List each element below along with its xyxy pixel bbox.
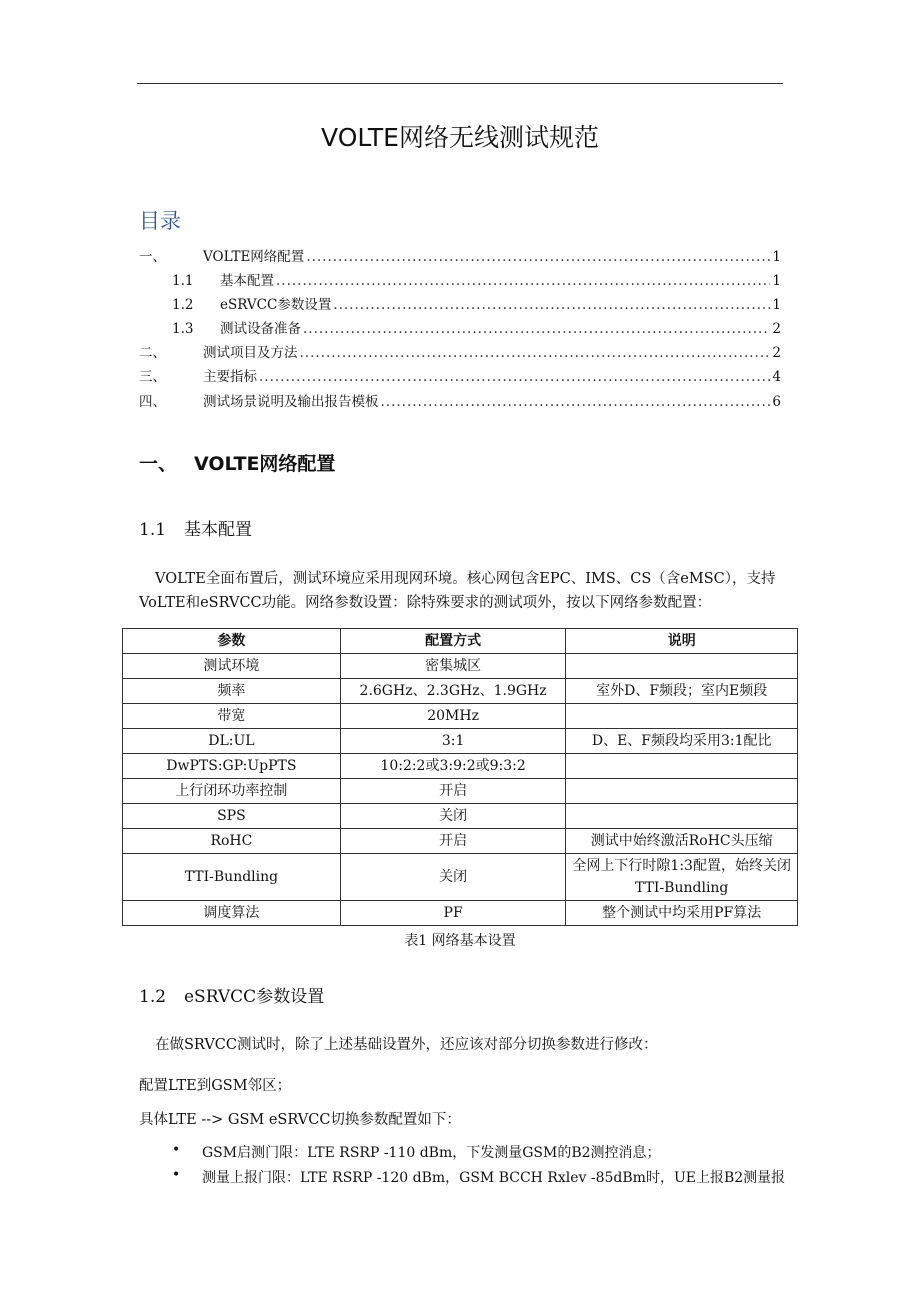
section-heading	[139, 449, 335, 476]
table-cell: 密集城区	[340, 654, 566, 679]
subsection-number: 1.1	[139, 520, 167, 540]
table-cell: PF	[340, 901, 566, 926]
table-row	[123, 729, 798, 754]
table-header-cell: 参数	[123, 629, 341, 654]
header-rule	[137, 83, 783, 84]
table-row	[123, 854, 798, 901]
table-cell: 开启	[340, 779, 566, 804]
toc-entry[interactable]	[139, 366, 781, 386]
toc-entry-page: 1	[772, 297, 781, 313]
table-cell: 频率	[123, 679, 341, 704]
document-title: VOLTE网络无线测试规范	[321, 123, 599, 152]
body-paragraph: VOLTE全面布置后，测试环境应采用现网环境。核心网包含EPC、IMS、CS（含eMSC），支持VoLTE和eSRVCC功能。网络参数设置：除特殊要求的测试项外，按以下网络参数配置：	[139, 571, 776, 611]
list-item-text: 测量上报门限：LTE RSRP -120 dBm，GSM BCCH Rxlev -85dBm时，UE上报B2测量报	[202, 1170, 786, 1186]
table-cell: 2.6GHz、2.3GHz、1.9GHz	[340, 679, 566, 704]
subsection-heading	[139, 982, 324, 1007]
list-item-text: GSM启测门限：LTE RSRP -110 dBm，下发测量GSM的B2测控消息；	[202, 1145, 661, 1161]
table-cell: 开启	[340, 829, 566, 854]
table-header-cell: 说明	[566, 629, 798, 654]
table-cell: 调度算法	[123, 901, 341, 926]
toc-entry[interactable]	[139, 391, 781, 411]
toc-leader-dots	[276, 272, 770, 290]
table-cell	[566, 654, 798, 679]
table-cell	[566, 779, 798, 804]
toc-entry-text: eSRVCC参数设置	[220, 297, 332, 313]
section-number: 一、	[139, 453, 178, 475]
table-cell: SPS	[123, 804, 341, 829]
bullet-icon: •	[172, 1142, 181, 1158]
list-item	[172, 1142, 661, 1162]
toc-entry-page: 2	[772, 345, 781, 361]
table-cell: 测试环境	[123, 654, 341, 679]
table-cell: 上行闭环功率控制	[123, 779, 341, 804]
subsection-title: eSRVCC参数设置	[184, 987, 325, 1007]
table-cell: 整个测试中均采用PF算法	[566, 901, 798, 926]
table-cell: D、E、F频段均采用3:1配比	[566, 729, 798, 754]
table-cell: 室外D、F频段；室内E频段	[566, 679, 798, 704]
table-cell: 全网上下行时隙1:3配置，始终关闭TTI-Bundling	[566, 854, 798, 901]
toc-entry-text: 测试项目及方法	[203, 345, 298, 361]
table-caption: 表1 网络基本设置	[404, 933, 516, 949]
table-cell	[566, 804, 798, 829]
body-paragraph: 在做SRVCC测试时，除了上述基础设置外，还应该对部分切换参数进行修改：	[155, 1037, 658, 1053]
table-cell: DL:UL	[123, 729, 341, 754]
table-cell: 20MHz	[340, 704, 566, 729]
toc-entry-text: 测试设备准备	[220, 321, 301, 337]
bullet-icon: •	[172, 1167, 181, 1183]
table-cell: TTI-Bundling	[123, 854, 341, 901]
table-row	[123, 901, 798, 926]
toc-entry-number: 1.1	[172, 273, 194, 289]
body-line: 具体LTE --> GSM eSRVCC切换参数配置如下：	[139, 1112, 461, 1128]
toc-entry[interactable]	[172, 318, 781, 338]
toc-entry-text: 测试场景说明及输出报告模板	[203, 394, 379, 410]
table-row	[123, 804, 798, 829]
toc-entry-page: 1	[772, 273, 781, 289]
table-row	[123, 679, 798, 704]
toc-entry-page: 4	[772, 369, 781, 385]
toc-leader-dots	[300, 344, 771, 362]
table-cell: 关闭	[340, 804, 566, 829]
toc-entry-page: 2	[772, 321, 781, 337]
toc-entry[interactable]	[139, 246, 781, 266]
table-row	[123, 654, 798, 679]
table-row	[123, 754, 798, 779]
table-cell: 关闭	[340, 854, 566, 901]
subsection-heading	[139, 515, 252, 540]
toc-entry-number: 一、	[139, 249, 166, 265]
toc-leader-dots	[333, 296, 770, 314]
toc-entry-page: 1	[772, 249, 781, 265]
table-cell: 3:1	[340, 729, 566, 754]
table-cell: 10:2:2或3:9:2或9:3:2	[340, 754, 566, 779]
table-cell	[566, 754, 798, 779]
table-row	[123, 779, 798, 804]
table-cell: RoHC	[123, 829, 341, 854]
toc-entry-number: 四、	[139, 394, 166, 410]
table-header-row	[123, 629, 798, 654]
table-cell: 带宽	[123, 704, 341, 729]
table-header-cell: 配置方式	[340, 629, 566, 654]
toc-entry[interactable]	[172, 270, 781, 290]
toc-entry[interactable]	[172, 294, 781, 314]
toc-leader-dots	[381, 393, 771, 411]
toc-entry[interactable]	[139, 342, 781, 362]
toc-entry-number: 二、	[139, 345, 166, 361]
toc-leader-dots	[259, 368, 770, 386]
section-title: VOLTE网络配置	[194, 453, 336, 475]
subsection-number: 1.2	[139, 987, 167, 1007]
table-cell	[566, 704, 798, 729]
toc-leader-dots	[306, 248, 770, 266]
table-row	[123, 829, 798, 854]
list-item	[172, 1167, 785, 1187]
toc-leader-dots	[303, 320, 770, 338]
toc-entry-text: 基本配置	[220, 273, 274, 289]
toc-entry-page: 6	[772, 394, 781, 410]
toc-entry-text: 主要指标	[203, 369, 257, 385]
table-row	[123, 704, 798, 729]
body-line: 配置LTE到GSM邻区；	[139, 1078, 292, 1094]
table-cell: DwPTS:GP:UpPTS	[123, 754, 341, 779]
network-config-table	[122, 628, 798, 926]
toc-heading: 目录	[139, 209, 181, 233]
toc-entry-number: 1.3	[172, 321, 194, 337]
toc-entry-number: 1.2	[172, 297, 194, 313]
subsection-title: 基本配置	[184, 520, 252, 540]
toc-entry-number: 三、	[139, 369, 166, 385]
toc-entry-text: VOLTE网络配置	[203, 249, 305, 265]
table-cell: 测试中始终激活RoHC头压缩	[566, 829, 798, 854]
